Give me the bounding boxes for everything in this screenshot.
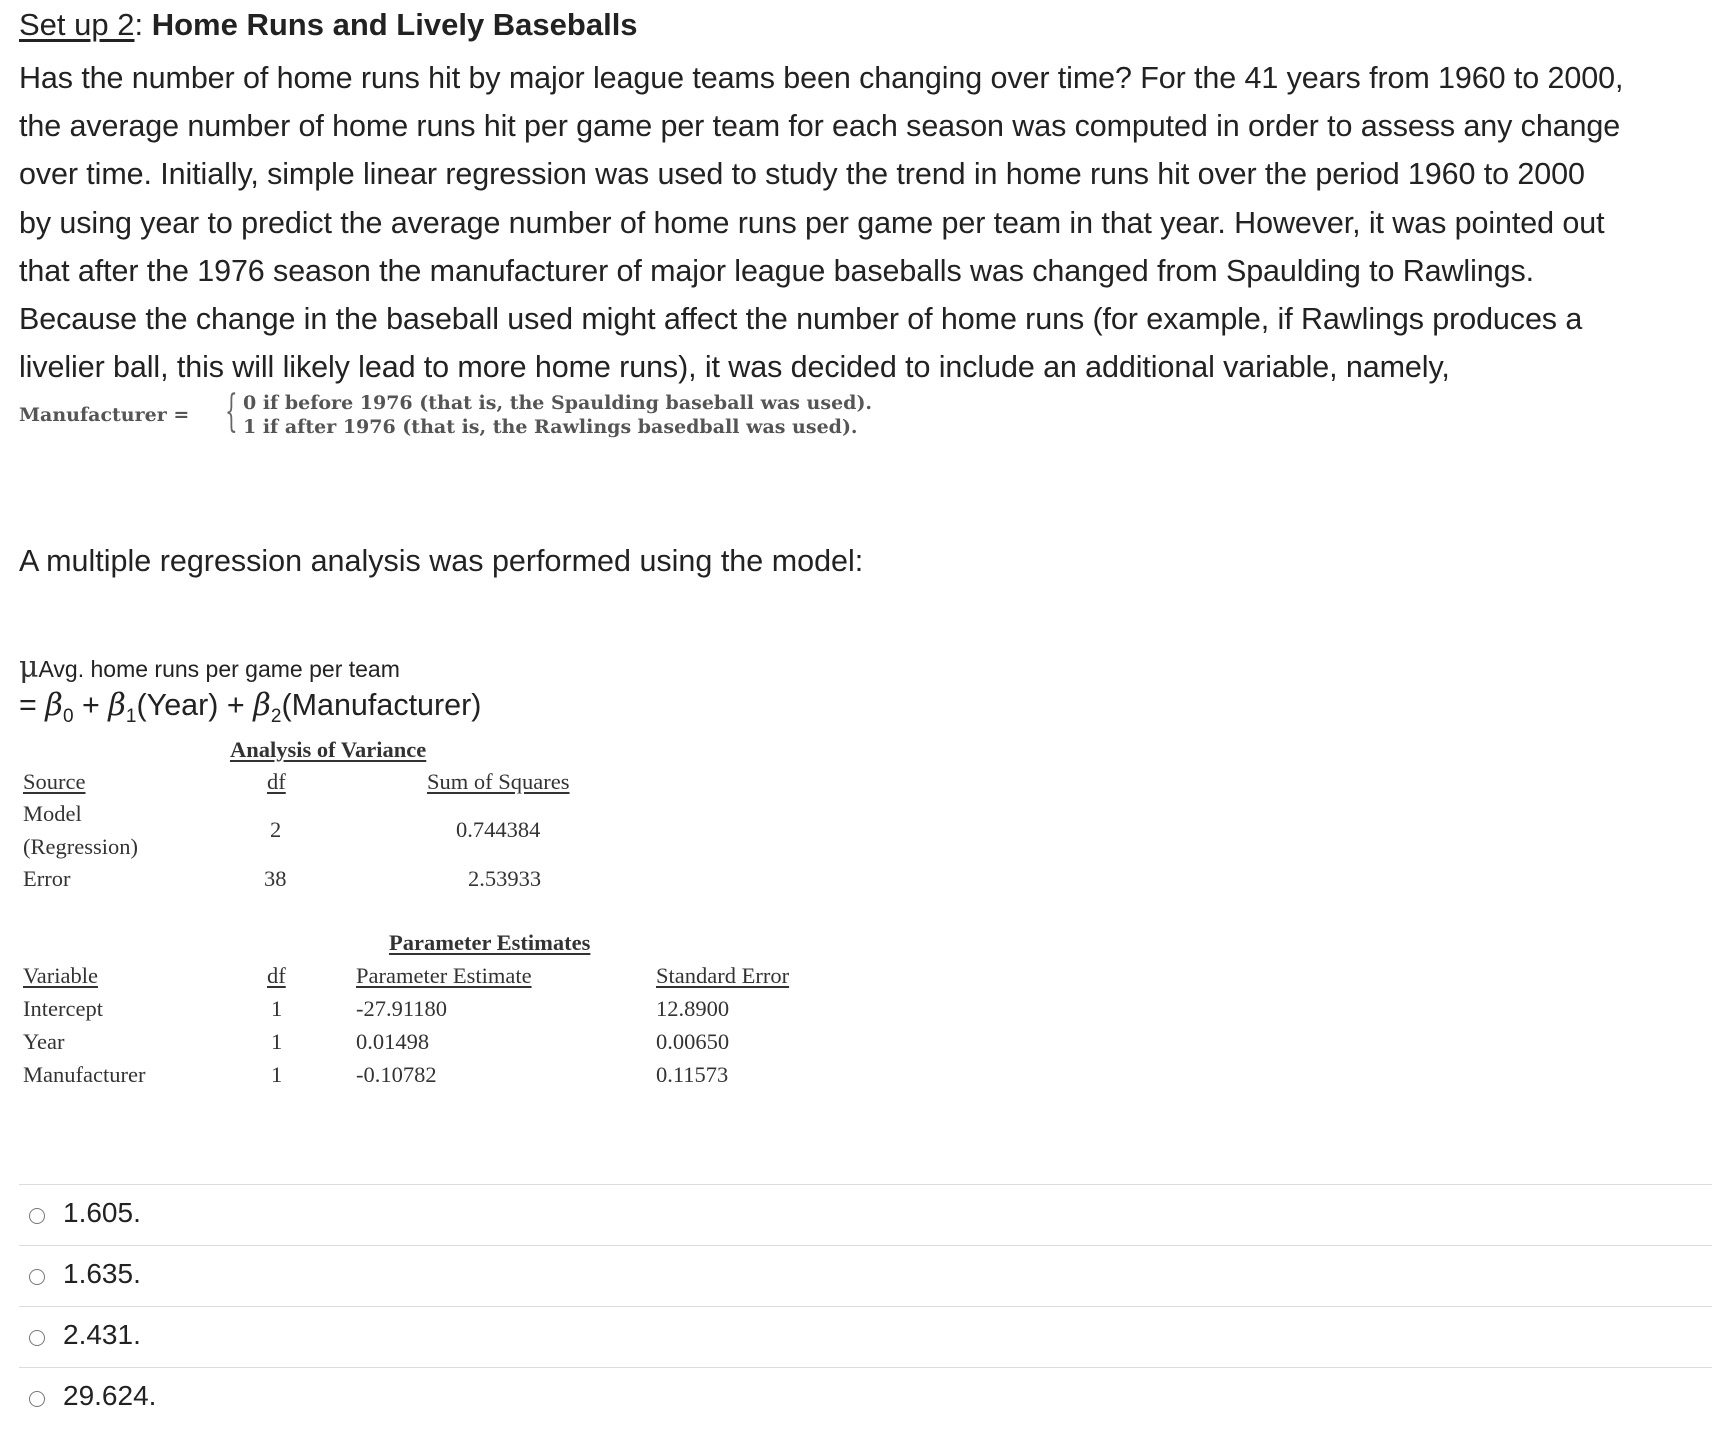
paragraph-line: the average number of home runs hit per game per team for each season was computed in order to assess any change (19, 109, 1621, 144)
params-se-manufacturer: 0.11573 (656, 1062, 729, 1087)
answer-option[interactable] (19, 1367, 1712, 1428)
setup-heading (19, 7, 638, 43)
mu-symbol: μ (19, 650, 39, 685)
params-estimate-intercept: -27.91180 (356, 996, 448, 1021)
model-equation (19, 688, 481, 728)
params-header-df: df (267, 963, 286, 988)
manufacturer-case-0: 0 if before 1976 (that is, the Spaulding baseball was used). (243, 392, 873, 414)
mu-subscript: Avg. home runs per game per team (38, 656, 400, 682)
anova-title: Analysis of Variance (230, 737, 427, 762)
beta-0-subscript: 0 (62, 706, 74, 728)
problem-paragraph (19, 54, 1709, 391)
params-df-year: 1 (271, 1029, 283, 1054)
brace-symbol: { (225, 386, 238, 437)
params-header-se: Standard Error (656, 963, 790, 988)
beta-2: β (253, 688, 271, 723)
anova-source-error: Error (23, 866, 71, 891)
params-estimate-manufacturer: -0.10782 (356, 1062, 437, 1087)
paragraph-line: Has the number of home runs hit by major league teams been changing over time? For the 41 years from 1960 to 2000, (19, 61, 1624, 95)
setup-label: Set up 2 (19, 7, 135, 42)
manufacturer-label: Manufacturer = (19, 404, 190, 426)
params-variable-year: Year (23, 1029, 65, 1054)
paragraph-line: by using year to predict the average number of home runs per game per team in that year. However, it was pointed out (19, 205, 1605, 240)
anova-ss-model: 0.744384 (456, 817, 541, 842)
beta-1-subscript: 1 (125, 706, 137, 728)
params-estimate-year: 0.01498 (356, 1029, 430, 1054)
answer-option-label: 1.605. (63, 1197, 141, 1228)
plus-sign: + (218, 688, 254, 722)
paragraph-line: Because the change in the baseball used might affect the number of home runs (for example, if Rawlings produces a (19, 302, 1583, 337)
radio-button[interactable] (29, 1269, 45, 1285)
answer-option[interactable] (19, 1306, 1712, 1367)
beta-0: β (45, 688, 63, 723)
term-manufacturer: (Manufacturer) (281, 688, 482, 722)
beta-2-subscript: 2 (270, 706, 282, 728)
params-se-year: 0.00650 (656, 1029, 730, 1054)
paragraph-line: over time. Initially, simple linear regression was used to study the trend in home runs hit over the period 1960 to 2000 (19, 157, 1585, 192)
manufacturer-case-1: 1 if after 1976 (that is, the Rawlings basedball was used). (243, 416, 858, 438)
plus-sign: + (73, 688, 109, 722)
radio-button[interactable] (29, 1330, 45, 1346)
anova-header-source: Source (23, 769, 86, 794)
anova-df-model: 2 (270, 817, 282, 842)
anova-source-regression: (Regression) (23, 834, 138, 859)
radio-button[interactable] (29, 1208, 45, 1224)
setup-colon: : (134, 7, 152, 42)
answer-option-label: 1.635. (63, 1258, 141, 1289)
model-intro: A multiple regression analysis was performed using the model: (19, 544, 864, 578)
params-se-intercept: 12.8900 (656, 996, 730, 1021)
params-df-manufacturer: 1 (271, 1062, 283, 1087)
params-variable-intercept: Intercept (23, 996, 103, 1021)
term-year: (Year) (136, 688, 219, 722)
paragraph-line: livelier ball, this will likely lead to more home runs), it was decided to include an additional variable, namely, (19, 350, 1450, 385)
params-header-estimate: Parameter Estimate (356, 963, 532, 988)
answer-option-label: 2.431. (63, 1319, 141, 1350)
anova-source-model: Model (23, 801, 82, 826)
params-header-variable: Variable (23, 963, 98, 988)
params-title: Parameter Estimates (389, 930, 591, 955)
params-df-intercept: 1 (271, 996, 283, 1021)
answer-options (19, 1184, 1712, 1428)
beta-1: β (108, 688, 126, 723)
answer-option[interactable] (19, 1184, 1712, 1245)
model-response (19, 650, 400, 685)
anova-ss-error: 2.53933 (468, 866, 542, 891)
anova-header-ss: Sum of Squares (427, 769, 570, 794)
setup-title: Home Runs and Lively Baseballs (151, 7, 638, 42)
answer-option-label: 29.624. (63, 1380, 157, 1411)
radio-button[interactable] (29, 1391, 45, 1407)
eq-prefix: = (19, 688, 46, 722)
params-variable-manufacturer: Manufacturer (23, 1062, 146, 1087)
paragraph-line: that after the 1976 season the manufacturer of major league baseballs was changed from Spaulding to Rawlings. (19, 253, 1535, 288)
anova-header-df: df (267, 769, 286, 794)
anova-df-error: 38 (264, 866, 287, 891)
answer-option[interactable] (19, 1245, 1712, 1306)
